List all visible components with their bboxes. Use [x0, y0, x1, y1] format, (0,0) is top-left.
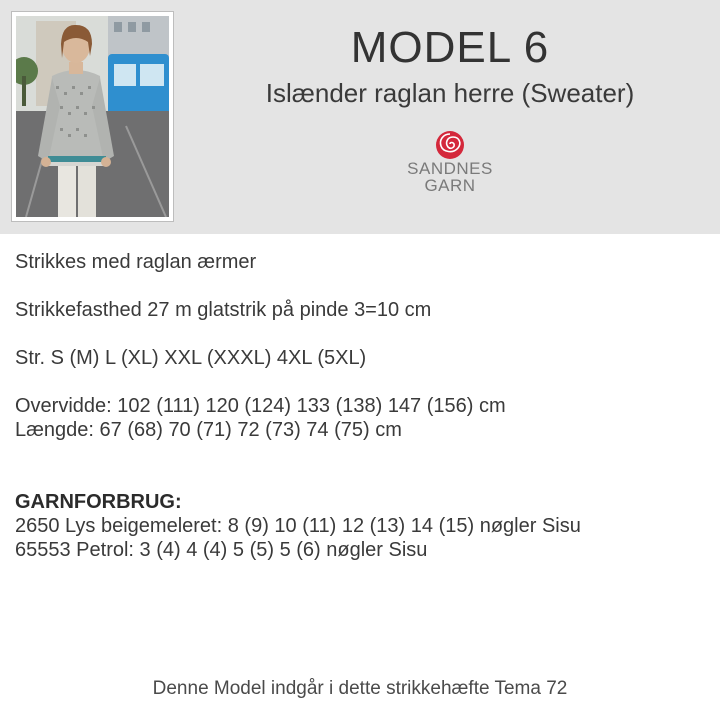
footer-note: Denne Model indgår i dette strikkehæfte Tema 72 — [152, 678, 568, 699]
yarn-heading: GARNFORBRUG: — [15, 491, 182, 513]
yarn-line: 2650 Lys beigemeleret: 8 (9) 10 (11) 12 (13) 14 (15) nøgler Sisu — [15, 515, 581, 537]
gauge-text: Strikkefasthed 27 m glatstrik på pinde 3=10 cm — [15, 299, 432, 321]
width-text: Overvidde: 102 (111) 120 (124) 133 (138) 147 (156) cm — [15, 395, 506, 417]
brand-name-line2: GARN — [424, 176, 476, 195]
model-photo — [11, 11, 174, 222]
pattern-details — [15, 250, 710, 562]
brand-logo — [400, 130, 500, 194]
brand-name-line1: SANDNES — [407, 159, 493, 178]
man-in-sweater-photo-icon — [16, 16, 169, 217]
construction-text: Strikkes med raglan ærmer — [15, 251, 257, 273]
yarn-line: 65553 Petrol: 3 (4) 4 (4) 5 (5) 5 (6) nøgler Sisu — [15, 539, 428, 561]
page-subtitle: Islænder raglan herre (Sweater) — [265, 78, 635, 108]
length-text: Længde: 67 (68) 70 (71) 72 (73) 74 (75) cm — [15, 419, 402, 441]
header-band — [0, 0, 720, 234]
rose-logo-icon — [433, 130, 467, 160]
sizes-text: Str. S (M) L (XL) XXL (XXXL) 4XL (5XL) — [15, 347, 367, 369]
page-title: MODEL 6 — [350, 23, 550, 72]
